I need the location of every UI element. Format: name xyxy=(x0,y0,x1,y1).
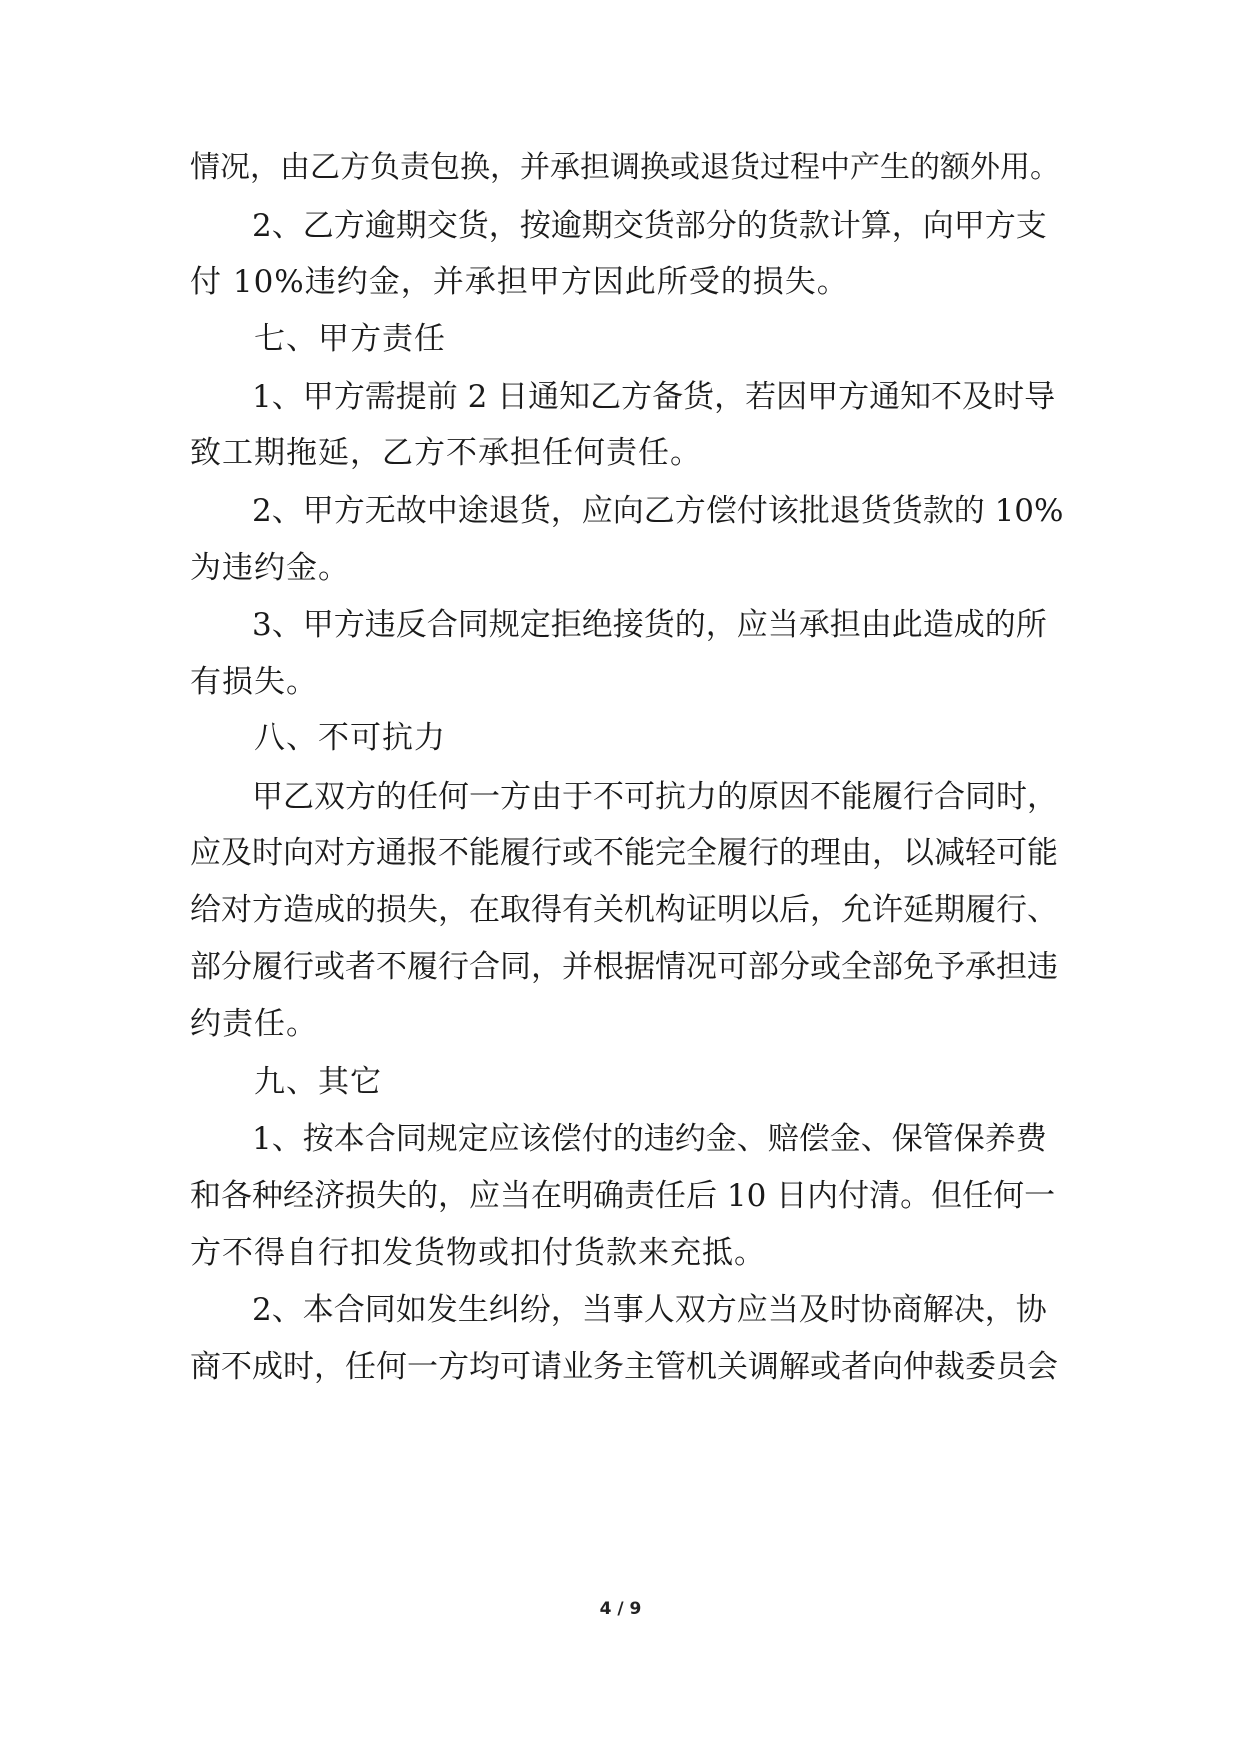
section-heading: 九、其它 xyxy=(190,1064,382,1100)
paragraph-line: 部分履行或者不履行合同，并根据情况可部分或全部免予承担违 xyxy=(190,949,1058,985)
paragraph-line: 有损失。 xyxy=(190,664,318,700)
paragraph-line: 2、甲方无故中途退货，应向乙方偿付该批退货货款的 10% xyxy=(190,493,1064,529)
paragraph-line: 约责任。 xyxy=(190,1006,318,1042)
section-heading: 八、不可抗力 xyxy=(190,720,446,756)
paragraph-line: 情况，由乙方负责包换，并承担调换或退货过程中产生的额外用。 xyxy=(190,150,1060,185)
paragraph-line: 致工期拖延，乙方不承担任何责任。 xyxy=(190,435,702,471)
paragraph-line: 1、甲方需提前 2 日通知乙方备货，若因甲方通知不及时导 xyxy=(190,379,1056,415)
paragraph-line: 1、按本合同规定应该偿付的违约金、赔偿金、保管保养费 xyxy=(190,1121,1047,1157)
paragraph-line: 付 10%违约金，并承担甲方因此所受的损失。 xyxy=(190,264,849,300)
paragraph-line: 给对方造成的损失，在取得有关机构证明以后，允许延期履行、 xyxy=(190,892,1058,928)
paragraph-line: 方不得自行扣发货物或扣付货款来充抵。 xyxy=(190,1235,766,1271)
paragraph-line: 和各种经济损失的，应当在明确责任后 10 日内付清。但任何一 xyxy=(190,1178,1056,1214)
paragraph-line: 3、甲方违反合同规定拒绝接货的，应当承担由此造成的所 xyxy=(190,607,1047,643)
paragraph-line: 2、本合同如发生纠纷，当事人双方应当及时协商解决，协 xyxy=(190,1292,1047,1328)
paragraph-line: 应及时向对方通报不能履行或不能完全履行的理由，以减轻可能 xyxy=(190,835,1058,871)
paragraph-line: 为违约金。 xyxy=(190,550,350,586)
paragraph-line: 甲乙双方的任何一方由于不可抗力的原因不能履行合同时， xyxy=(190,779,1058,815)
paragraph-line: 2、乙方逾期交货，按逾期交货部分的货款计算，向甲方支 xyxy=(190,208,1047,244)
section-heading: 七、甲方责任 xyxy=(190,321,446,357)
paragraph-line: 商不成时，任何一方均可请业务主管机关调解或者向仲裁委员会 xyxy=(190,1349,1058,1385)
page-number: 4 / 9 xyxy=(599,1599,642,1619)
